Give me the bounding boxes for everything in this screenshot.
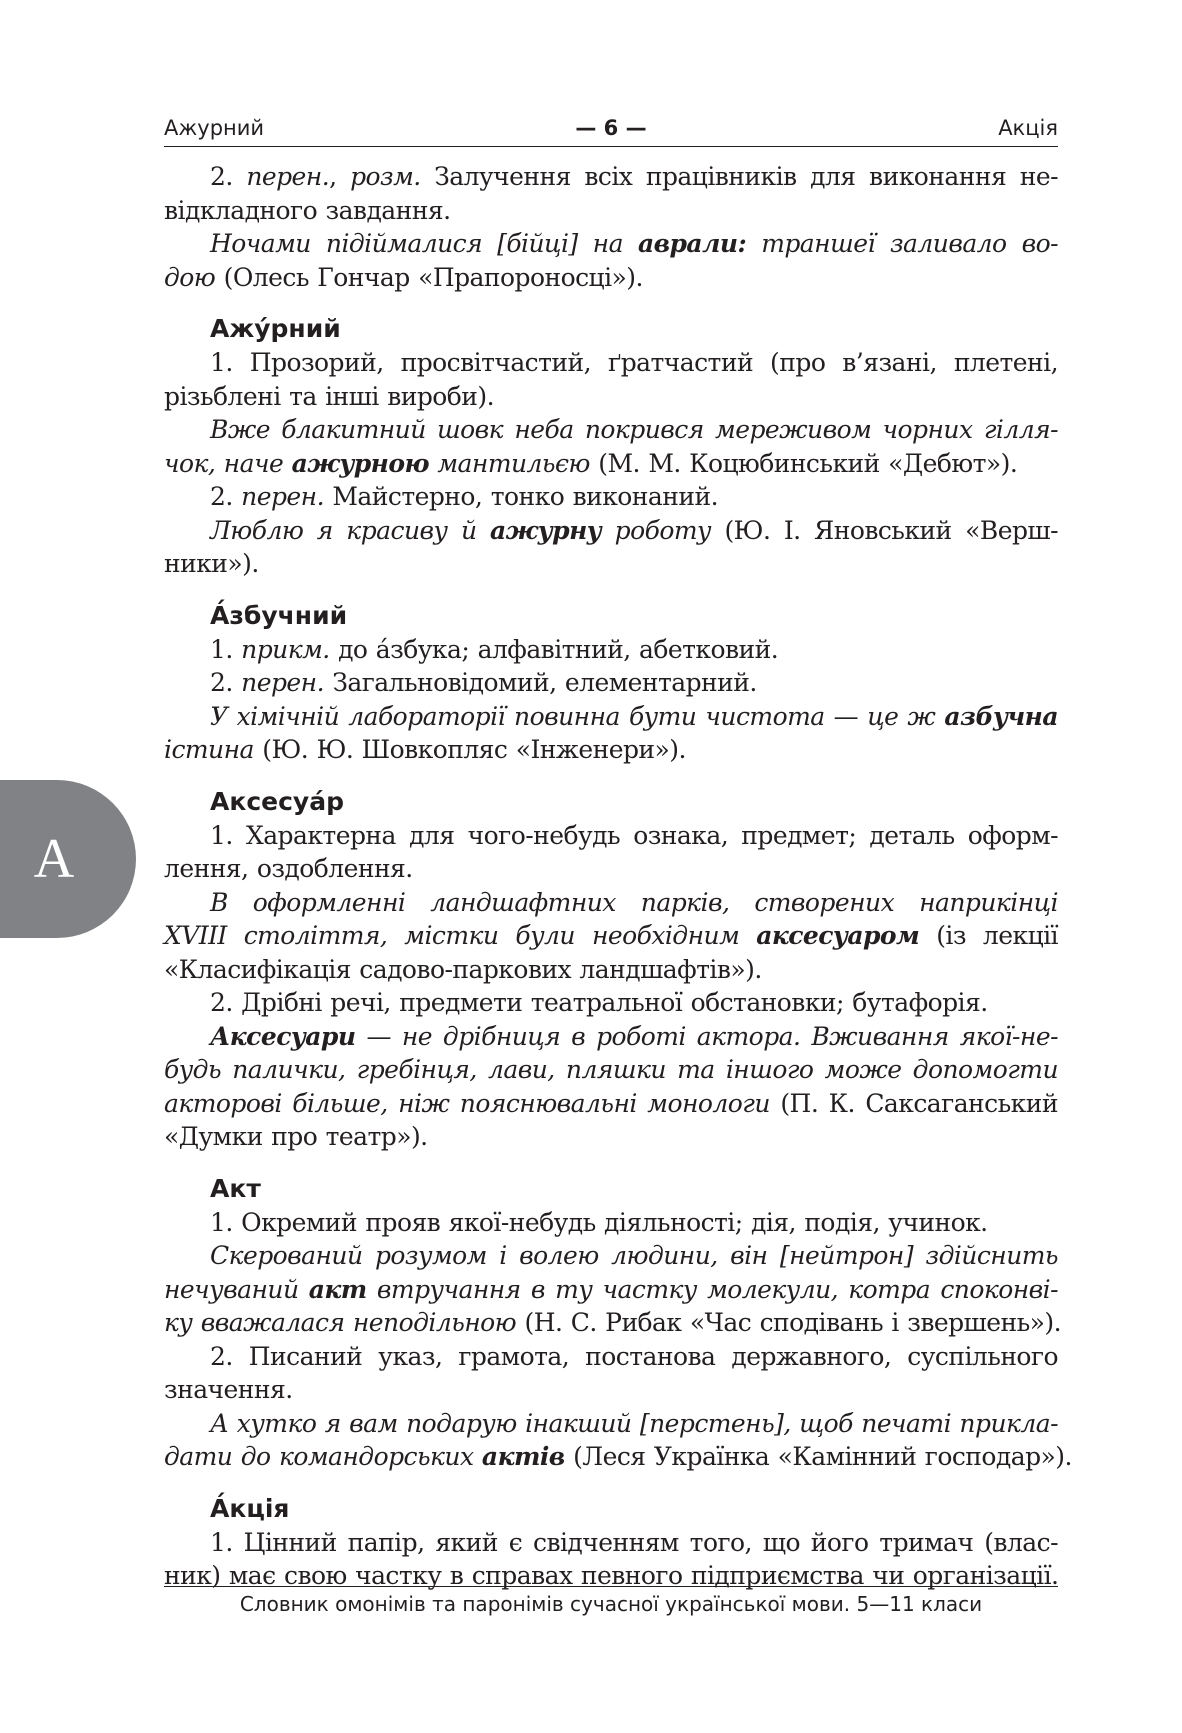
text-line [164, 261, 1058, 295]
text-span: 2. Писаний указ, грамота, постанова державного, суспільного [210, 1341, 1058, 1371]
text-span: 1. Прозорий, просвітчастий, ґратчастий (про в’язані, плетені, [210, 348, 1058, 377]
text-line [164, 666, 1058, 700]
illustrated-word: азбучна [944, 701, 1058, 731]
illustrated-word: ажурну [490, 515, 602, 545]
text-span: 1. Цінний папір, який є свідченням того, що його тримач (влас- [210, 1527, 1058, 1557]
text-line [164, 1020, 1058, 1054]
text-span: (Леся Українка «Камінний господар»). [564, 1442, 1072, 1471]
text-line [164, 380, 1058, 414]
text-line [164, 194, 1058, 228]
text-span: ник) має свою частку в справах певного підприємства чи організації. [164, 1561, 1059, 1590]
headword: Акт [210, 1173, 261, 1203]
text-line [164, 1440, 1072, 1474]
text-span: , [329, 162, 351, 191]
italic-text: втручання в ту частку молекули, котра споконві- [366, 1274, 1058, 1304]
entry-azbuchnyi [164, 599, 1058, 767]
italic-text: перен. [241, 482, 324, 511]
italic-text: істина [164, 735, 254, 764]
illustrated-word: актів [481, 1442, 565, 1471]
text-span: Майстерно, тонко виконаний. [323, 482, 719, 511]
entry-avral-continued [164, 160, 1058, 294]
text-span: 1. Характерна для чого-небудь ознака, предмет; деталь оформ- [210, 820, 1058, 850]
text-line [164, 886, 1058, 920]
illustrated-word: аврали: [637, 229, 747, 258]
text-span: (Ю. Ю. Шовкопляс «Інженери»). [253, 735, 686, 764]
italic-text: нечуваний [164, 1274, 309, 1304]
text-line [164, 1206, 1058, 1240]
text-span: 2. Дрібні речі, предмети театральної обстановки; бутафорія. [210, 988, 988, 1017]
dictionary-body [164, 160, 1072, 1593]
headword: А́збучний [210, 600, 348, 630]
page-number: — 6 — [575, 116, 647, 140]
italic-text: розм. [350, 162, 421, 191]
illustrated-word: акт [308, 1274, 367, 1304]
text-line [164, 413, 1058, 447]
text-line [164, 1120, 1058, 1154]
italic-text: Вже блакитний шовк неба покрився мереживом чорних гілля- [210, 415, 1058, 444]
italic-text: акторові більше, ніж пояснювальні монологи [164, 1088, 770, 1118]
italic-text: Скерований розумом і волею людини, він [нейтрон] здійснить [210, 1241, 1058, 1270]
text-span: 1. [210, 634, 242, 664]
text-line [164, 1373, 1058, 1407]
text-line [164, 1340, 1058, 1374]
text-span: (Н. С. Рибак «Час сподівань і звершень»). [516, 1308, 1062, 1337]
footer-rule [164, 1586, 1058, 1587]
text-line [164, 447, 1058, 481]
book-title-footer: Словник омонімів та паронімів сучасної української мови. 5—11 класи [239, 1592, 983, 1616]
text-line [164, 1239, 1058, 1273]
text-span: Залучення всіх працівників для виконання не- [420, 162, 1058, 191]
text-span: Загальновідомий, елементарний. [323, 668, 757, 697]
text-span: 2. [210, 162, 247, 191]
header-right-word: Акція [998, 116, 1058, 140]
text-span: значення. [164, 1375, 293, 1404]
text-line [164, 480, 1058, 514]
text-span: 2. [210, 482, 242, 511]
italic-text: XVIII століття, містки були необхідним [164, 921, 757, 950]
text-line [164, 919, 1058, 953]
text-line [164, 986, 1058, 1020]
text-span: 2. [210, 668, 242, 697]
text-span: (М. М. Коцюбинський «Дебют»). [589, 448, 1018, 478]
italic-text: У хімічній лабораторії повинна бути чистота — це ж [210, 701, 945, 731]
italic-text: прикм. [241, 634, 330, 664]
text-line [164, 227, 1058, 261]
text-span: ники»). [164, 549, 259, 578]
headword: Аксесуа́р [210, 786, 344, 816]
header-rule [164, 146, 1058, 147]
text-line [164, 700, 1058, 734]
illustrated-word: аксесуаром [756, 921, 920, 950]
text-line [164, 1053, 1058, 1087]
italic-text: дати до командорських [164, 1442, 482, 1471]
text-line [164, 1087, 1058, 1121]
text-line [164, 733, 1058, 767]
text-line [164, 953, 1058, 987]
italic-text: — не дрібниця в роботі актора. Вживання якої-не- [355, 1021, 1058, 1051]
italic-text: мантильєю [428, 448, 590, 478]
header-left-word: Ажурний [164, 116, 265, 140]
entry-akt [164, 1172, 1072, 1474]
italic-text: роботу [601, 515, 711, 545]
text-line [164, 1407, 1058, 1441]
headword: Ажу́рний [210, 314, 341, 343]
alphabet-thumb-tab [0, 780, 136, 938]
italic-text: В оформленні ландшафтних парків, створених наприкінці [210, 887, 1058, 917]
text-span: відкладного завдання. [164, 195, 451, 225]
italic-text: чок, наче [164, 448, 292, 478]
running-header [164, 112, 1058, 146]
illustrated-word: ажурною [291, 448, 429, 478]
italic-text: Люблю я красиву й [210, 515, 491, 545]
thumb-tab-letter: А [33, 828, 75, 890]
text-line [164, 1273, 1058, 1307]
text-span: лення, оздоблення. [164, 854, 413, 883]
italic-text: ку вважалася неподільною [164, 1308, 517, 1337]
text-span: (Ю. І. Яновський «Верш- [710, 515, 1059, 545]
text-span: (із лекції [919, 921, 1058, 950]
italic-text: А хутко я вам подарую інакший [перстень], щоб печаті прикла- [210, 1408, 1058, 1438]
text-line [164, 547, 1058, 581]
text-line [164, 819, 1058, 853]
italic-text: дою [164, 262, 216, 292]
italic-text: траншеї заливало во- [746, 229, 1058, 258]
italic-text: перен. [241, 668, 324, 697]
text-span: 1. Окремий прояв якої-небудь діяльності; дія, подія, учинок. [210, 1207, 988, 1237]
text-line [164, 1306, 1062, 1340]
text-line [164, 160, 1058, 194]
text-span: (Олесь Гончар «Прапороносці»). [215, 262, 643, 292]
text-line [164, 633, 1058, 667]
text-line [164, 852, 1058, 886]
text-line [164, 514, 1058, 548]
italic-text: будь палички, гребінця, лави, пляшки та іншого може допомогти [164, 1055, 1058, 1084]
italic-text: Ночами підіймалися [бійці] на [210, 229, 638, 258]
text-line [164, 1559, 1058, 1593]
text-line [164, 1526, 1058, 1560]
text-span: різьблені та інші вироби). [164, 381, 495, 411]
italic-text: перен. [246, 162, 330, 191]
illustrated-word: Аксесуари [210, 1021, 356, 1051]
headword: А́кція [210, 1493, 290, 1523]
text-span: «Думки про театр»). [164, 1122, 428, 1151]
text-span: «Класифікація садово-паркових ландшафтів»). [164, 954, 762, 984]
text-span: до а́збука; алфавітний, абетковий. [329, 634, 779, 664]
entry-aksesuar [164, 785, 1058, 1154]
text-line [164, 346, 1058, 380]
text-span: (П. К. Саксаганський [769, 1088, 1058, 1118]
entry-azhurnyi [164, 312, 1058, 581]
entry-aktsiia [164, 1492, 1058, 1593]
